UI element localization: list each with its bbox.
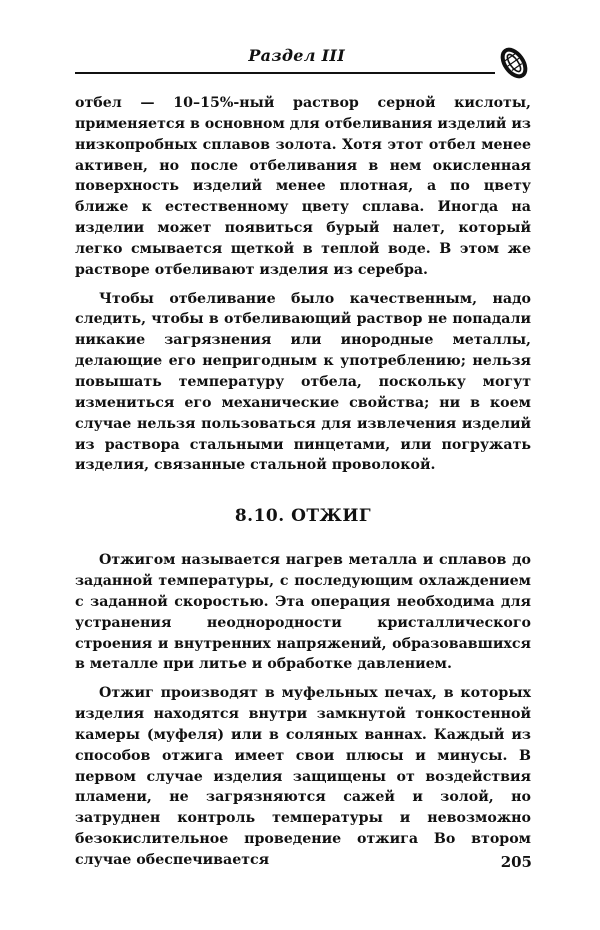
paragraph-annealing-definition: Отжигом называется нагрев металла и сплавов до заданной температуры, с последующим охлаждением с заданной скоростью. Эта операция необходима для устранения неоднородности кристаллического строения и внутренних напряжений, образовавшихся в металле при литье и обработке давлением. bbox=[75, 552, 531, 673]
header-rule bbox=[75, 72, 495, 74]
page-body bbox=[75, 93, 531, 871]
ring-icon bbox=[497, 46, 531, 80]
running-header bbox=[75, 42, 495, 76]
section-title: Раздел III bbox=[248, 46, 345, 65]
paragraph-otbel-quality: Чтобы отбеливание было качественным, надо следить, чтобы в отбеливающий раствор не попадали никакие загрязнения или инородные металлы, делающие его непригодным к употреблению; нельзя повышать температуру отбела, поскольку могут измениться его механические свойства; ни в коем случае нельзя пользоваться для извлечения изделий из раствора стальными пинцетами, или погружать изделия, связанные стальной проволокой. bbox=[75, 290, 531, 474]
page-number: 205 bbox=[500, 853, 532, 871]
paragraph-annealing-methods: Отжиг производят в муфельных печах, в которых изделия находятся внутри замкнутой тонкостенной камеры (муфеля) или в соляных ваннах. Каждый из способов отжига имеет свои плюсы и минусы. В первом случае изделия защищены от воздействия пламени, не загрязняются сажей и золой, но затруднен контроль температуры и невозможно безокислительное проведение отжига Во втором случае обеспечивается bbox=[75, 685, 531, 868]
section-heading: 8.10. ОТЖИГ bbox=[234, 506, 372, 527]
paragraph-otbel-continued: отбел — 10–15%-ный раствор серной кислоты, применяется в основном для отбеливания изделий из низкопробных сплавов золота. Хотя этот отбел менее активен, но после отбеливания в нем окисленная поверхность изделий менее плотная, а по цвету ближе к естественному цвету сплава. Иногда на изделии может появиться бурый налет, который легко смывается щеткой в теплой воде. В этом же растворе отбеливают изделия из серебра. bbox=[75, 95, 531, 278]
